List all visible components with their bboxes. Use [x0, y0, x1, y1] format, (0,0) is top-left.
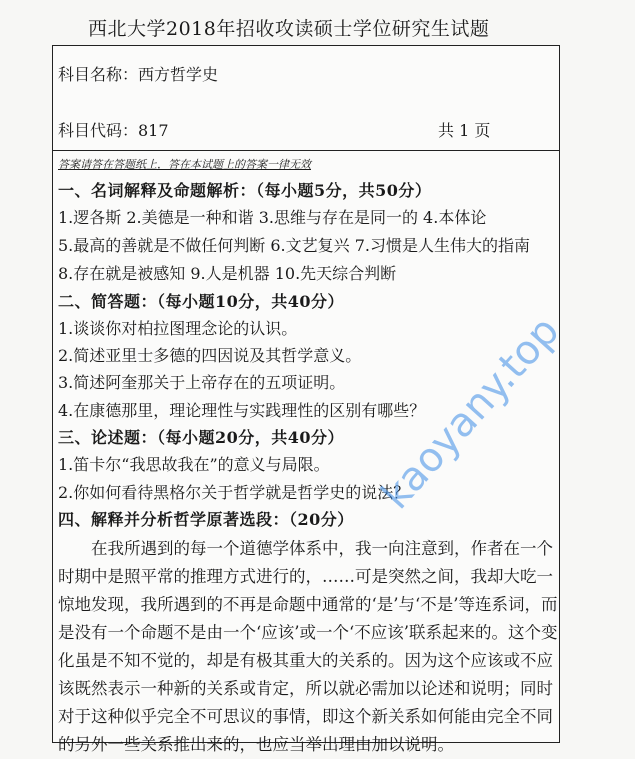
passage-line: 是没有一个命题不是由一个‘应该’或一个‘不应该’联系起来的。这个变 — [58, 623, 558, 642]
question-line: 1.谈谈你对柏拉图理念论的认识。 — [58, 319, 298, 338]
passage-line: 惊地发现，我所遇到的不再是命题中通常的‘是’与‘不是’等连系词，而 — [58, 595, 558, 614]
passage-line: 化虽是不知不觉的，却是有极其重大的关系的。因为这个应该或不应 — [58, 651, 553, 670]
question-line: 1.笛卡尔“我思故我在”的意义与局限。 — [58, 455, 330, 474]
section-3-heading: 三、论述题：（每小题20分，共40分） — [58, 428, 345, 447]
question-line: 3.简述阿奎那关于上帝存在的五项证明。 — [58, 373, 346, 392]
exam-title: 西北大学2018年招收攻读硕士学位研究生试题 — [88, 18, 490, 40]
watermark: kaoyany.top — [372, 307, 569, 519]
divider — [52, 150, 560, 151]
question-line: 1.逻各斯 2.美德是一种和谐 3.思维与存在是同一的 4.本体论 — [58, 208, 487, 227]
subject-name: 科目名称：西方哲学史 — [58, 65, 219, 84]
subject-code: 科目代码：817 — [58, 121, 169, 140]
question-line: 8.存在就是被感知 9.人是机器 10.先天综合判断 — [58, 264, 397, 283]
answer-notice: 答案请答在答题纸上，答在本试题上的答案一律无效 — [58, 158, 311, 171]
passage-line: 在我所遇到的每一个道德学体系中，我一向注意到，作者在一个 — [58, 539, 553, 558]
passage-line: 的另外一些关系推出来的，也应当举出理由加以说明。 — [58, 735, 454, 754]
passage-line: 对于这种似乎完全不可思议的事情，即这个新关系如何能由完全不同 — [58, 707, 553, 726]
page-count: 共 1 页 — [438, 121, 491, 140]
question-line: 2.简述亚里士多德的四因说及其哲学意义。 — [58, 346, 362, 365]
section-2-heading: 二、简答题：（每小题10分，共40分） — [58, 292, 345, 311]
section-1-heading: 一、名词解释及命题解析：（每小题5分，共50分） — [58, 181, 432, 200]
question-line: 2.你如何看待黑格尔关于哲学就是哲学史的说法？ — [58, 483, 410, 502]
question-line: 5.最高的善就是不做任何判断 6.文艺复兴 7.习惯是人生伟大的指南 — [58, 236, 530, 255]
passage-line: 时期中是照平常的推理方式进行的，……可是突然之间，我却大吃一 — [58, 567, 553, 586]
question-line: 4.在康德那里，理论理性与实践理性的区别有哪些？ — [58, 401, 426, 420]
passage-line: 该既然表示一种新的关系或肯定，所以就必需加以论述和说明；同时 — [58, 679, 553, 698]
section-4-heading: 四、解释并分析哲学原著选段：（20分） — [58, 510, 354, 529]
